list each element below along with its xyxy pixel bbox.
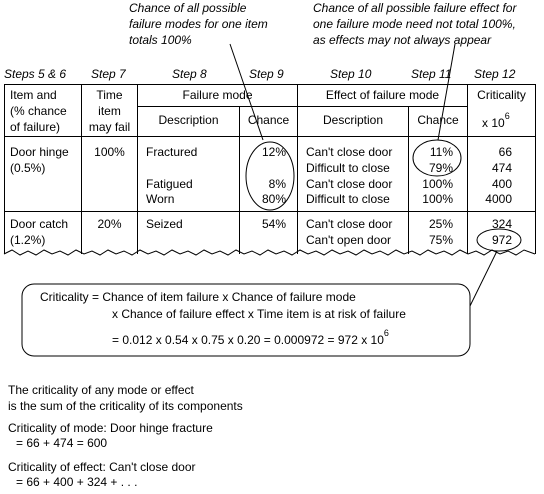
row-item: (0.5%) [10,161,46,175]
formula-line-3: = 0.012 x 0.54 x 0.75 x 0.20 = 0.000972 = 972 x $10^6$ [112,328,389,347]
mode-chance: 12% [261,145,286,159]
header-mode-description: Description [158,113,219,127]
header-item: (% chance [10,104,67,118]
mode-chance: 8% [268,177,286,191]
criticality-value: 66 [498,145,512,159]
row-time: 100% [94,145,125,159]
criticality-value: 4000 [485,192,512,206]
mode-chance: 54% [261,217,286,231]
formula-line-1: Criticality = Chance of item failure x Chance of failure mode [40,290,356,304]
header-effect-chance: Chance [417,113,459,127]
criticality-value: 474 [491,161,512,175]
row-time: 20% [97,217,122,231]
effect-description: Difficult to close [306,192,390,206]
criticality-972-ellipse [477,229,521,251]
effect-chance: 79% [428,161,453,175]
header-time: may fail [88,120,131,134]
explanation-line: is the sum of the criticality of its components [8,399,243,413]
mode-description: Fractured [146,145,198,159]
step-label: Step 11 [411,67,452,81]
header-item: Item and [10,88,57,102]
torn-edge [4,250,535,255]
step-label: Step 10 [330,67,372,81]
mode-description: Fatigued [146,177,193,191]
note-effects-line-3: as effects may not always appear [313,33,492,47]
effect-chance: 100% [422,192,453,206]
pointer-line [438,44,455,140]
header-time: item [98,104,121,118]
header-effect-description: Description [322,113,384,127]
criticality-value: 400 [491,177,512,191]
formula-line-2: x Chance of failure effect x Time item is at risk of failure [112,307,406,321]
mode-criticality-label: Criticality of mode: Door hinge fracture [8,421,213,435]
pointer-line [230,44,263,140]
header-mode-chance: Chance [247,113,290,127]
effect-description: Can't close door [306,177,393,191]
mode-description: Seized [146,217,183,231]
row-item: (1.2%) [10,233,46,247]
note-modes-line-3: totals 100% [129,33,192,47]
mode-criticality-sum: = 66 + 474 = 600 [16,436,108,450]
explanation-line: The criticality of any mode or effect [8,383,194,397]
step-label: Step 8 [172,67,207,81]
criticality-value: 972 [491,233,512,247]
note-modes-line-1: Chance of all possible [129,1,247,15]
row-item: Door hinge [10,145,69,159]
mode-chance: 80% [261,192,286,206]
effect-criticality-sum: = 66 + 400 + 324 + . . . [16,475,138,489]
formula-pointer [470,251,497,306]
note-effects-line-2: one failure mode need not total 100%, [313,17,516,31]
step-label: Steps 5 & 6 [4,67,67,81]
effect-description: Difficult to close [306,161,390,175]
effect-criticality-label: Criticality of effect: Can't close door [8,460,196,474]
effect-chance: 11% [429,145,453,159]
step-label: Step 7 [91,67,126,81]
note-effects-line-1: Chance of all possible failure effect for [313,1,517,15]
step-label: Step 12 [474,67,516,81]
effect-description: Can't open door [306,233,392,247]
step-label: Step 9 [249,67,284,81]
effect-description: Can't close door [306,217,393,231]
effect-chance: 25% [428,217,453,231]
header-failure-mode: Failure mode [182,88,253,102]
effect-description: Can't close door [306,145,393,159]
header-time: Time [96,88,123,102]
mode-chance-ellipse [246,142,294,210]
header-criticality-unit: x $10^6$ [482,111,510,130]
criticality-value: 324 [491,217,512,231]
effect-chance-ellipse [413,140,461,176]
row-item: Door catch [10,217,69,231]
effect-chance: 75% [428,233,453,247]
header-criticality: Criticality [477,88,526,102]
note-modes-line-2: failure modes for one item [129,17,268,31]
header-effect: Effect of failure mode [325,88,440,102]
mode-description: Worn [146,192,175,206]
header-item: of failure) [10,120,61,134]
effect-chance: 100% [422,177,453,191]
